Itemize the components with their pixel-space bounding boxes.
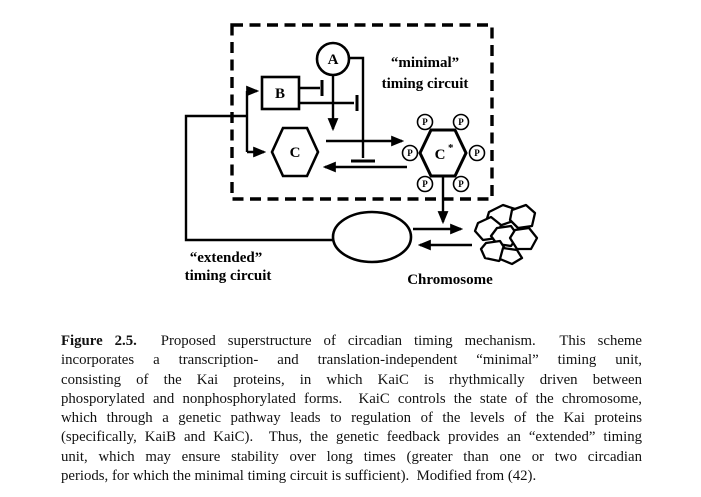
figure-caption [61, 332, 642, 486]
node-a-label: A [327, 52, 339, 68]
extended-circuit-label-line2: timing circuit [184, 268, 272, 284]
p-icon: P [458, 117, 464, 127]
p-icon: P [422, 117, 428, 127]
node-b [262, 77, 299, 109]
p-icon: P [422, 179, 428, 189]
p-icon: P [407, 148, 413, 158]
caption-line: which through a genetic pathway leads to regulation of the levels of the Kai proteins [61, 410, 642, 427]
extended-circuit-label-line1: “extended” [189, 250, 263, 266]
node-cstar-asterisk: * [448, 142, 454, 154]
genetic-pathway-ellipse [333, 212, 411, 262]
node-b-label: B [274, 86, 286, 102]
a-inhibition-line [349, 58, 375, 161]
node-c-label: C [289, 145, 301, 161]
figure-number-label: Figure 2.5. [61, 333, 137, 349]
node-cstar-label: C [434, 147, 446, 163]
chromosome-label: Chromosome [407, 272, 493, 288]
caption-line: unit, which may ensure stability over long times (greater than one or two circadian [61, 448, 642, 465]
extended-feedback-path [186, 91, 340, 240]
minimal-circuit-label-line2: timing circuit [381, 76, 469, 92]
minimal-circuit-label-line1: “minimal” [390, 55, 460, 71]
caption-line: (specifically, KaiB and KaiC). Thus, the genetic feedback provides an “extended” timing [61, 429, 642, 446]
node-c [272, 128, 318, 176]
caption-line: consisting of the Kai proteins, in which KaiC is rhythmically driven between [61, 371, 642, 388]
caption-line: phosporylated and nonphosphorylated forms. KaiC controls the state of the chromosome, [61, 390, 642, 407]
p-icon: P [458, 179, 464, 189]
caption-line: periods, for which the minimal timing circuit is sufficient). Modified from (42). [61, 468, 537, 485]
caption-line: incorporates a transcription- and translation-independent “minimal” timing unit, [61, 352, 642, 369]
caption-line [61, 332, 642, 351]
chromosome-icon [475, 205, 537, 264]
b-inhibition-lines [299, 80, 357, 111]
node-a [317, 43, 349, 75]
p-icon: P [474, 148, 480, 158]
caption-text: Proposed superstructure of circadian timing mechanism. This scheme [136, 333, 642, 349]
node-cstar [420, 130, 466, 176]
